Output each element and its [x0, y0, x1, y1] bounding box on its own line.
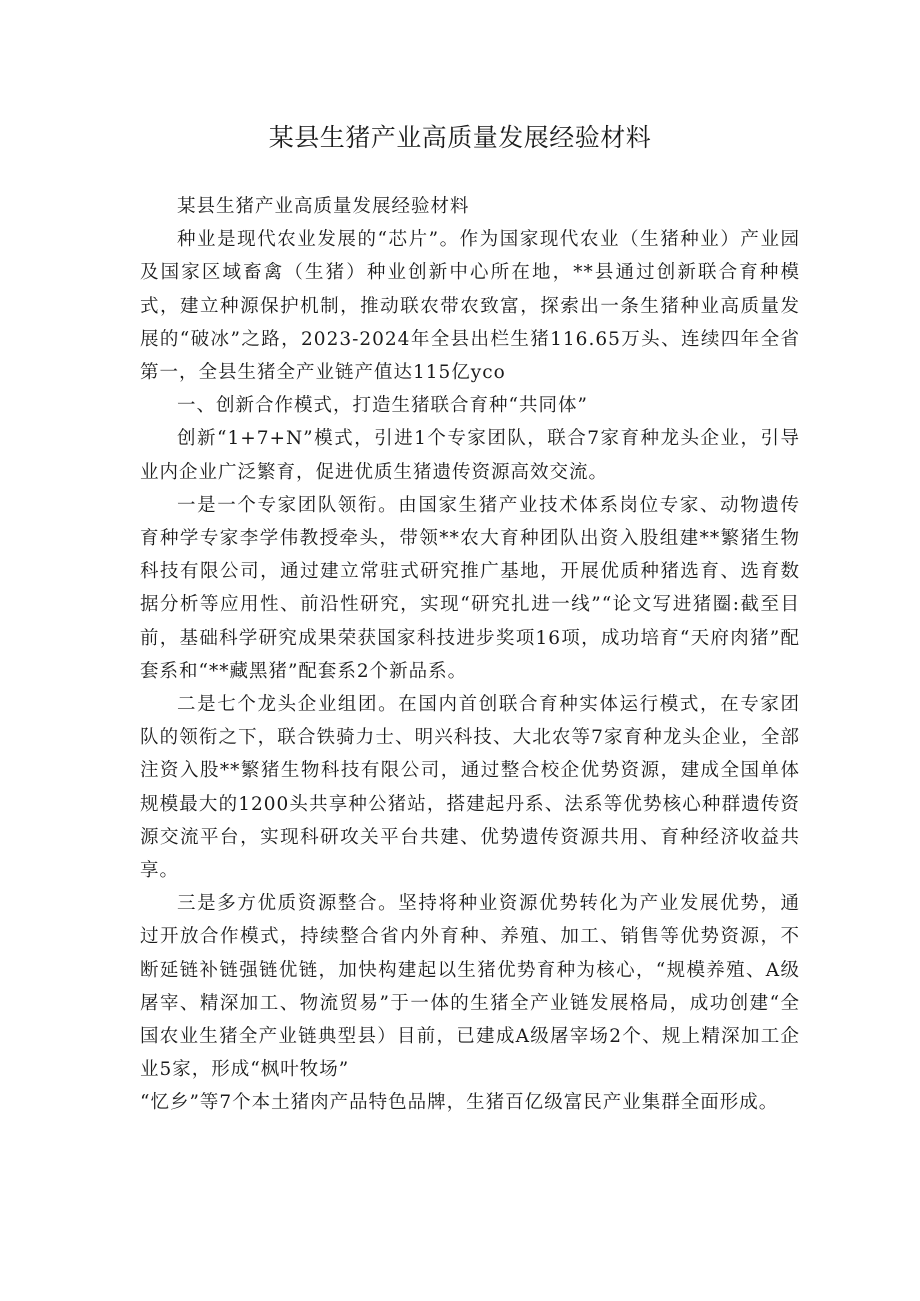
paragraph-model: 创新“1+7+N”模式，引进1个专家团队，联合7家育种龙头企业，引导业内企业广泛繁育，促进优质生猪遗传资源高效交流。	[140, 428, 800, 483]
document-body	[140, 190, 800, 1120]
section-heading-1: 一、创新合作模式，打造生猪联合育种“共同体”	[177, 395, 588, 417]
body-heading: 某县生猪产业高质量发展经验材料	[177, 196, 470, 217]
paragraph-expert-team: 一是一个专家团队领衔。由国家生猪产业技术体系岗位专家、动物遗传育种学专家李学伟教授牵头，带领**农大育种团队出资入股组建**繁猪生物科技有限公司，通过建立常驻式研究推广基地，开展优质种猪选育、选育数据分析等应用性、前沿性研究，实现“研究扎进一线”“论文写进猪圈:截至目前，基础科学研究成果荣获国家科技进步奖项16项，成功培育“天府肉猪”配套系和“**藏黑猪”配套系2个新品系。	[140, 494, 800, 682]
paragraph-continuation: “忆乡”等7个本土猪肉产品特色品牌，生猪百亿级富民产业集群全面形成。	[140, 1092, 779, 1114]
paragraph-resource-integration: 三是多方优质资源整合。坚持将种业资源优势转化为产业发展优势，通过开放合作模式，持续整合省内外育种、养殖、加工、销售等优势资源，不断延链补链强链优链，加快构建起以生猪优势育种为核心，“规模养殖、A级屠宰、精深加工、物流贸易”于一体的生猪全产业链发展格局，成功创建“全国农业生猪全产业链典型县）目前，已建成A级屠宰场2个、规上精深加工企业5家，形成“枫叶牧场”	[140, 893, 800, 1081]
paragraph-leading-enterprises: 二是七个龙头企业组团。在国内首创联合育种实体运行模式，在专家团队的领衔之下，联合铁骑力士、明兴科技、大北农等7家育种龙头企业，全部注资入股**繁猪生物科技有限公司，通过整合校企优势资源，建成全国单体规模最大的1200头共享种公猪站，搭建起丹系、法系等优势核心种群遗传资源交流平台，实现科研攻关平台共建、优势遗传资源共用、育种经济收益共享。	[140, 694, 800, 882]
paragraph-intro: 种业是现代农业发展的“芯片”。作为国家现代农业（生猪种业）产业园及国家区域畜禽（生猪）种业创新中心所在地，**县通过创新联合育种模式，建立种源保护机制，推动联农带农致富，探索出一条生猪种业高质量发展的“破冰”之路，2023-2024年全县出栏生猪116.65万头、连续四年全省第一，全县生猪全产业链产值达115亿yco	[140, 229, 800, 384]
document-title: 某县生猪产业高质量发展经验材料	[268, 123, 652, 152]
